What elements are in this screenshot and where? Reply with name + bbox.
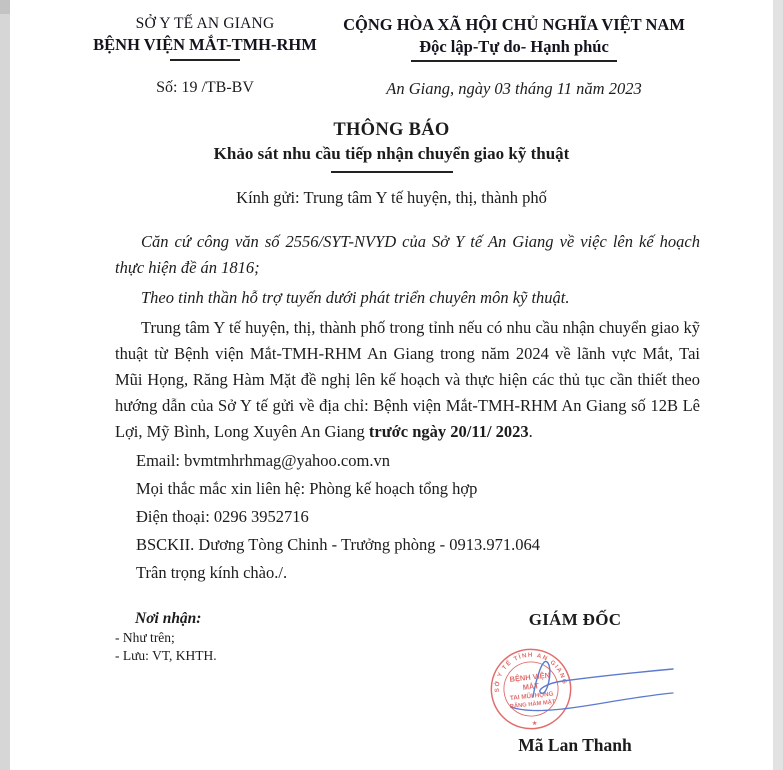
seal-line-1: BỆNH VIỆN [509, 670, 551, 684]
org-parent-name: SỞ Y TẾ AN GIANG [135, 15, 275, 32]
signer-block [440, 610, 710, 630]
contact-line: Mọi thắc mắc xin liên hệ: Phòng kế hoạch tổng hợp [136, 479, 478, 498]
issuing-org-block [85, 15, 325, 62]
email-line: Email: bvmtmhrhmag@yahoo.com.vn [136, 451, 390, 470]
recipients-label: Nơi nhận: [135, 610, 202, 627]
scan-edge-left [0, 0, 10, 770]
seal-star: ★ [531, 719, 538, 728]
org-name: BỆNH VIỆN MẮT-TMH-RHM [93, 35, 317, 54]
legal-basis-paragraph-2: Theo tinh thần hỗ trợ tuyến dưới phát triển chuyên môn kỹ thuật. [141, 288, 570, 307]
national-header-block [325, 15, 703, 62]
recipients-block [115, 610, 217, 663]
seal-line-2: MẮT [522, 681, 540, 692]
main-paragraph-end: . [528, 422, 533, 441]
national-title: CỘNG HÒA XÃ HỘI CHỦ NGHĨA VIỆT NAM [343, 15, 685, 34]
recipient-item: - Lưu: VT, KHTH. [115, 647, 217, 663]
deadline-emphasis: trước ngày 20/11/ 2023 [368, 422, 529, 441]
recipient-item: - Như trên; [115, 630, 175, 645]
title-underline [331, 171, 453, 173]
signer-name: Mã Lan Thanh [518, 735, 632, 755]
doc-title: THÔNG BÁO [333, 120, 450, 140]
org-underline [170, 59, 240, 61]
doc-meta-row [0, 79, 783, 99]
doc-body [0, 229, 783, 587]
seal-line-3: TAI MŨI HỌNG [509, 690, 554, 703]
main-paragraph [115, 315, 700, 445]
seal-ring-text: SỞ Y TẾ TỈNH AN GIANG [493, 651, 569, 693]
closing-line: Trân trọng kính chào./. [136, 563, 288, 582]
signature-icon [505, 645, 680, 725]
salutation-line: Kính gửi: Trung tâm Y tế huyện, thị, thành phố [236, 188, 547, 207]
doc-subtitle: Khảo sát nhu cầu tiếp nhận chuyển giao kỹ thuật [213, 144, 570, 163]
scan-edge-right [773, 0, 783, 770]
motto-underline [411, 60, 617, 62]
doc-number: Số: 19 /TB-BV [156, 79, 254, 96]
place-and-date: An Giang, ngày 03 tháng 11 năm 2023 [386, 79, 642, 98]
phone-line: Điện thoại: 0296 3952716 [136, 507, 309, 526]
contact-person-line: BSCKII. Dương Tòng Chinh - Trưởng phòng - 0913.971.064 [136, 535, 541, 554]
document-header [0, 15, 783, 62]
main-paragraph-text: Trung tâm Y tế huyện, thị, thành phố trong tỉnh nếu có nhu cầu nhận chuyển giao kỹ thuật từ Bệnh viện Mắt-TMH-RHM An Giang trong năm 2024 về lãnh vực Mắt, Tai Mũi Họng, Răng Hàm Mặt đề nghị lên kế hoạch và thực hiện các thủ tục cần thiết theo hướng dẫn của Sở Y tế gửi về địa chỉ: Bệnh viện Mắt-TMH-RHM An Giang số 12B Lê Lợi, Mỹ Bình, Long Xuyên An Giang [115, 318, 700, 441]
signer-title: GIÁM ĐỐC [528, 610, 622, 629]
seal-line-4: RĂNG HÀM MẶT [509, 699, 556, 711]
national-motto: Độc lập-Tự do- Hạnh phúc [419, 37, 609, 56]
scan-edge-corner [0, 0, 10, 14]
legal-basis-paragraph-1: Căn cứ công văn số 2556/SYT-NVYD của Sở Y tế An Giang về việc lên kế hoạch thực hiện đề án 1816; [115, 232, 700, 277]
